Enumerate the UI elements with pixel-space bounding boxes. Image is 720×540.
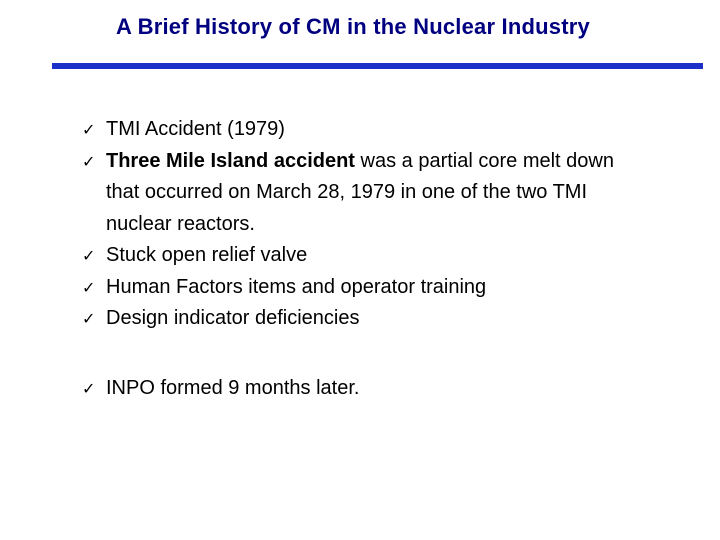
bullet-text: Design indicator deficiencies bbox=[106, 307, 360, 329]
bullet-item bbox=[82, 114, 642, 146]
checkmark-icon: ✓ bbox=[82, 151, 96, 171]
title-divider bbox=[52, 63, 703, 69]
checkmark-icon: ✓ bbox=[82, 277, 96, 297]
bullet-item bbox=[82, 272, 642, 304]
bullet-item bbox=[82, 303, 642, 335]
bullet-bold-text: Three Mile Island accident bbox=[106, 149, 355, 172]
checkmark-icon: ✓ bbox=[82, 246, 96, 265]
checkmark-icon: ✓ bbox=[82, 120, 96, 139]
bullet-list bbox=[82, 114, 642, 404]
bullet-item bbox=[82, 146, 642, 241]
bullet-item bbox=[82, 240, 642, 272]
bullet-text: TMI Accident (1979) bbox=[106, 118, 285, 140]
slide-title: A Brief History of CM in the Nuclear Industry bbox=[116, 14, 590, 39]
bullet-text: Stuck open relief valve bbox=[106, 244, 308, 266]
bullet-text: Human Factors items and operator training bbox=[106, 275, 487, 298]
checkmark-icon: ✓ bbox=[82, 309, 96, 328]
bullet-item bbox=[82, 373, 642, 405]
checkmark-icon: ✓ bbox=[82, 378, 96, 398]
bullet-text: was a partial core melt down that occurred on March 28, 1979 in one of the two TMI nuclear reactors. bbox=[106, 149, 614, 235]
bullet-text: INPO formed 9 months later. bbox=[106, 376, 360, 399]
